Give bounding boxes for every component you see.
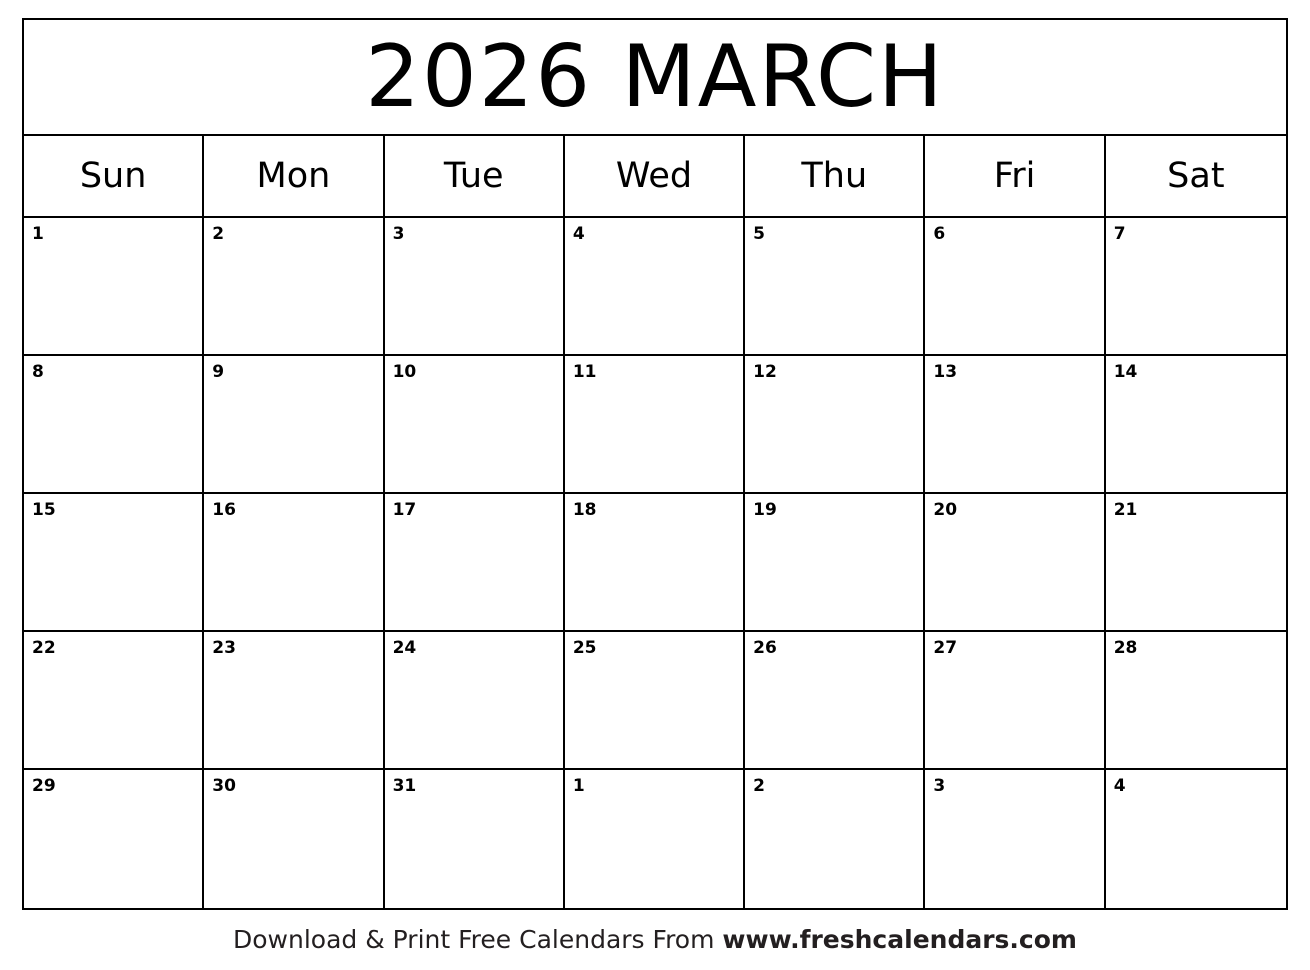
day-cell[interactable] [1106, 356, 1286, 492]
day-cell[interactable] [204, 770, 384, 908]
day-cell[interactable] [204, 218, 384, 354]
day-number: 22 [32, 638, 56, 658]
weekday-header-fri: Fri [925, 136, 1105, 216]
day-cell[interactable] [385, 218, 565, 354]
day-cell[interactable] [204, 356, 384, 492]
calendar-week-row [24, 494, 1286, 632]
day-number: 7 [1113, 224, 1126, 244]
day-number: 31 [392, 776, 417, 796]
day-number: 25 [572, 638, 597, 658]
day-cell[interactable] [24, 494, 204, 630]
weekday-header-thu: Thu [745, 136, 925, 216]
day-number: 15 [32, 500, 56, 520]
day-cell[interactable] [925, 632, 1105, 768]
day-number: 1 [572, 776, 585, 796]
day-cell[interactable] [1106, 494, 1286, 630]
day-cell[interactable] [565, 218, 745, 354]
day-number: 17 [392, 500, 417, 520]
day-cell[interactable] [745, 218, 925, 354]
day-cell[interactable] [24, 218, 204, 354]
day-number: 14 [1113, 362, 1138, 382]
weekday-header-tue: Tue [385, 136, 565, 216]
day-cell[interactable] [565, 770, 745, 908]
calendar-grid [22, 18, 1288, 910]
day-number: 16 [212, 500, 236, 520]
day-number: 30 [212, 776, 236, 796]
weekday-header-wed: Wed [565, 136, 745, 216]
day-cell[interactable] [745, 494, 925, 630]
day-number: 18 [572, 500, 597, 520]
day-cell[interactable] [204, 494, 384, 630]
day-cell[interactable] [24, 632, 204, 768]
day-number: 2 [753, 776, 765, 796]
day-number: 6 [933, 224, 946, 244]
calendar-title-bar [24, 20, 1286, 136]
day-cell[interactable] [745, 770, 925, 908]
day-cell[interactable] [745, 356, 925, 492]
day-cell[interactable] [24, 770, 204, 908]
day-number: 5 [753, 224, 765, 244]
day-cell[interactable] [925, 494, 1105, 630]
day-cell[interactable] [565, 494, 745, 630]
day-number: 28 [1113, 638, 1138, 658]
day-number: 29 [32, 776, 56, 796]
footer-credit [0, 925, 1310, 954]
day-number: 21 [1113, 500, 1138, 520]
day-number: 2 [212, 224, 225, 244]
day-number: 24 [392, 638, 417, 658]
day-cell[interactable] [385, 770, 565, 908]
day-number: 4 [572, 224, 585, 244]
day-cell[interactable] [1106, 632, 1286, 768]
day-number: 8 [32, 362, 44, 382]
day-cell[interactable] [385, 494, 565, 630]
day-number: 11 [572, 362, 597, 382]
day-cell[interactable] [925, 770, 1105, 908]
day-cell[interactable] [925, 356, 1105, 492]
weekday-header-sat: Sat [1167, 156, 1225, 196]
calendar-week-row [24, 632, 1286, 770]
page-title: 2026 MARCH [365, 27, 945, 127]
day-number: 27 [933, 638, 958, 658]
day-cell[interactable] [925, 218, 1105, 354]
day-number: 1 [32, 224, 44, 244]
weekday-header-sun: Sun [24, 136, 204, 216]
day-cell[interactable] [565, 356, 745, 492]
day-number: 3 [392, 224, 405, 244]
footer-text: Download & Print Free Calendars From [233, 925, 723, 954]
day-cell[interactable] [385, 356, 565, 492]
day-number: 3 [933, 776, 946, 796]
day-cell[interactable] [745, 632, 925, 768]
day-cell[interactable] [385, 632, 565, 768]
day-number: 10 [392, 362, 417, 382]
day-cell[interactable] [1106, 218, 1286, 354]
calendar-week-row [24, 218, 1286, 356]
weekday-header-mon: Mon [204, 136, 384, 216]
footer-website: www.freshcalendars.com [722, 925, 1077, 954]
day-number: 13 [933, 362, 958, 382]
weekday-header-row [24, 136, 1286, 218]
day-number: 23 [212, 638, 236, 658]
day-number: 4 [1113, 776, 1126, 796]
day-cell[interactable] [24, 356, 204, 492]
day-cell[interactable] [1106, 770, 1286, 908]
day-number: 9 [212, 362, 225, 382]
day-cell[interactable] [565, 632, 745, 768]
calendar-week-row [24, 770, 1286, 908]
day-number: 20 [933, 500, 958, 520]
calendar-week-row [24, 356, 1286, 494]
day-number: 26 [753, 638, 777, 658]
day-number: 19 [753, 500, 777, 520]
day-number: 12 [753, 362, 777, 382]
day-cell[interactable] [204, 632, 384, 768]
